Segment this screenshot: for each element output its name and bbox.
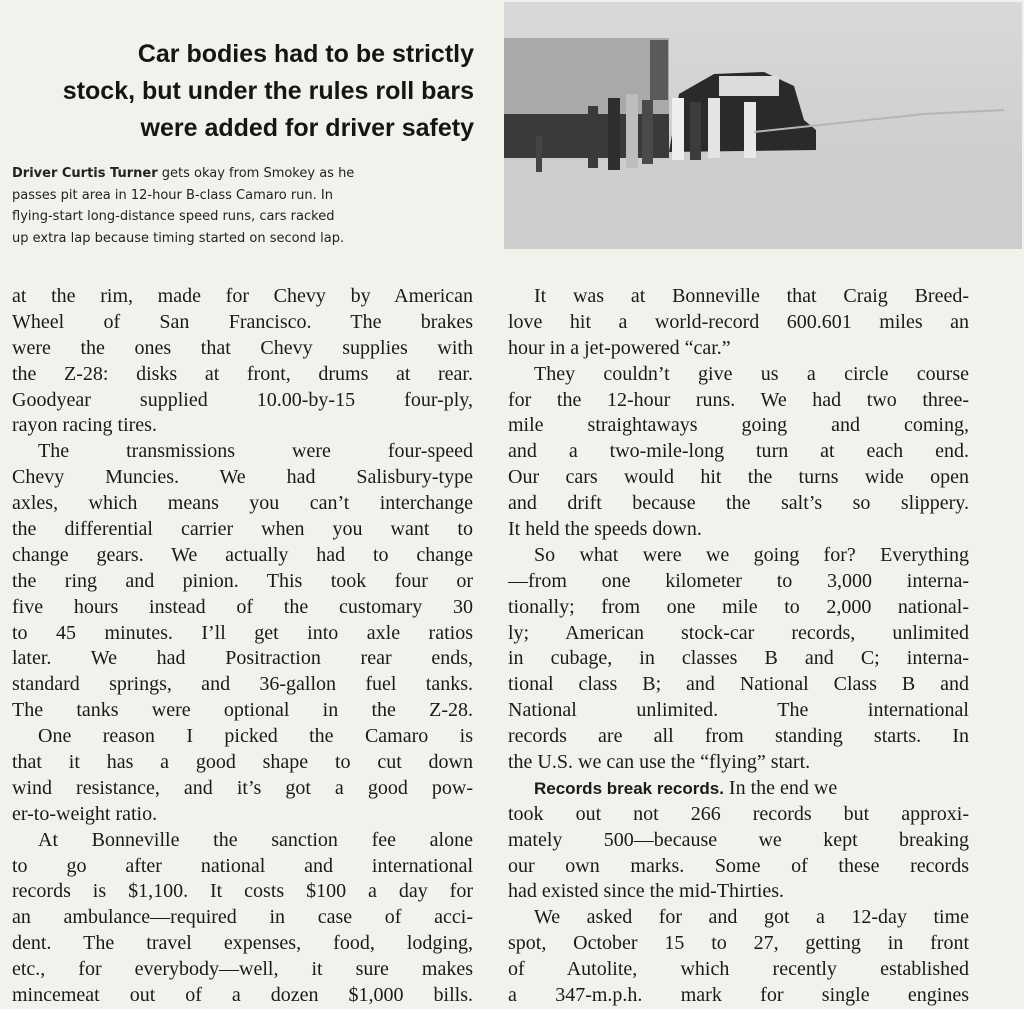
article-right-column bbox=[508, 284, 969, 1009]
caption-line: passes pit area in 12-hour B-class Camaro run. In bbox=[12, 187, 334, 203]
caption-line: flying-start long-distance speed runs, cars racked bbox=[12, 209, 335, 224]
text-line: for the 12-hour runs. We had two three- bbox=[508, 388, 969, 411]
text-line: er-to-weight ratio. bbox=[12, 802, 158, 825]
text-line: to 45 minutes. I’ll get into axle ratios bbox=[12, 621, 473, 644]
text-line: love hit a world-record 600.601 miles an bbox=[508, 310, 969, 333]
text-line: records is $1,100. It costs $100 a day for bbox=[12, 880, 473, 903]
caption-line bbox=[12, 163, 474, 185]
headline bbox=[8, 36, 474, 147]
text-line: Chevy Muncies. We had Salisbury-type bbox=[12, 466, 473, 489]
text-line: Wheel of San Francisco. The brakes bbox=[12, 310, 473, 333]
text-line: —from one kilometer to 3,000 interna- bbox=[508, 569, 969, 592]
photo-caption bbox=[12, 163, 474, 249]
caption-text: gets okay from Smokey as he bbox=[157, 166, 355, 181]
text-line: the differential carrier when you want to bbox=[12, 518, 473, 541]
text-line: ly; American stock-car records, unlimited bbox=[508, 621, 969, 644]
text-line: five hours instead of the customary 30 bbox=[12, 595, 473, 618]
text-line: to go after national and international bbox=[12, 854, 473, 877]
text-line: The tanks were optional in the Z-28. bbox=[12, 699, 473, 722]
text-line: At Bonneville the sanction fee alone bbox=[38, 828, 473, 851]
text-line: in cubage, in classes B and C; interna- bbox=[508, 647, 969, 670]
text-line: standard springs, and 36-gallon fuel tanks. bbox=[12, 673, 473, 696]
text-line: records are all from standing starts. In bbox=[508, 725, 969, 748]
headline-line: stock, but under the rules roll bars bbox=[62, 77, 474, 105]
text-line: Goodyear supplied 10.00-by-15 four-ply, bbox=[12, 388, 473, 411]
text-line: National unlimited. The international bbox=[508, 699, 969, 722]
text-line: and drift because the salt’s so slippery. bbox=[508, 492, 969, 515]
text-line: It held the speeds down. bbox=[508, 518, 702, 541]
text-line: spot, October 15 to 27, getting in front bbox=[508, 932, 969, 955]
text-line: mately 500—because we kept breaking bbox=[508, 828, 969, 851]
text-line: wind resistance, and it’s got a good pow- bbox=[12, 776, 473, 799]
text-line: tionally; from one mile to 2,000 national- bbox=[508, 595, 969, 618]
text-line: tional class B; and National Class B and bbox=[508, 673, 969, 696]
text-line: mile straightaways going and coming, bbox=[508, 414, 969, 437]
text-line: mincemeat out of a dozen $1,000 bills. bbox=[12, 984, 473, 1007]
text-line: One reason I picked the Camaro is bbox=[38, 725, 473, 748]
text-line: the U.S. we can use the “flying” start. bbox=[508, 751, 811, 774]
text-line: The transmissions were four-speed bbox=[38, 440, 473, 463]
text-line: an ambulance—required in case of acci- bbox=[12, 906, 473, 929]
text-line: hour in a jet-powered “car.” bbox=[508, 336, 731, 359]
text-line: rayon racing tires. bbox=[12, 414, 157, 437]
race-photo bbox=[504, 2, 1022, 249]
text-line: the ring and pinion. This took four or bbox=[12, 569, 473, 592]
text-line: the Z-28: disks at front, drums at rear. bbox=[12, 362, 473, 385]
salt-flats-photo-illustration bbox=[504, 2, 1022, 249]
text-line: They couldn’t give us a circle course bbox=[534, 362, 969, 385]
text-line: later. We had Positraction rear ends, bbox=[12, 647, 473, 670]
subhead: Records break records. bbox=[534, 778, 724, 798]
article-left-column bbox=[12, 284, 473, 1009]
text-line: Our cars would hit the turns wide open bbox=[508, 466, 969, 489]
text-line: axles, which means you can’t interchange bbox=[12, 492, 473, 515]
text-line: were the ones that Chevy supplies with bbox=[12, 336, 473, 359]
text-line: that it has a good shape to cut down bbox=[12, 751, 473, 774]
text-line: our own marks. Some of these records bbox=[508, 854, 969, 877]
text-line: of Autolite, which recently established bbox=[508, 958, 969, 981]
text-fragment: In the end we bbox=[723, 776, 838, 799]
caption-lead: Driver Curtis Turner bbox=[12, 166, 158, 181]
text-line: and a two-mile-long turn at each end. bbox=[508, 440, 969, 463]
text-line: dent. The travel expenses, food, lodging, bbox=[12, 932, 473, 955]
text-line: took out not 266 records but approxi- bbox=[508, 802, 969, 825]
text-line: had existed since the mid-Thirties. bbox=[508, 880, 785, 903]
text-line: etc., for everybody—well, it sure makes bbox=[12, 958, 473, 981]
text-line: We asked for and got a 12-day time bbox=[534, 906, 969, 929]
text-line: change gears. We actually had to change bbox=[12, 543, 473, 566]
subhead-line bbox=[508, 776, 969, 802]
caption-line: up extra lap because timing started on second lap. bbox=[12, 230, 345, 246]
headline-line: Car bodies had to be strictly bbox=[137, 40, 474, 68]
text-line: It was at Bonneville that Craig Breed- bbox=[534, 285, 969, 307]
text-line: a 347-m.p.h. mark for single engines bbox=[508, 984, 969, 1007]
text-line: at the rim, made for Chevy by American bbox=[12, 285, 473, 307]
text-line: So what were we going for? Everything bbox=[534, 543, 969, 566]
headline-line: were added for driver safety bbox=[140, 114, 474, 142]
